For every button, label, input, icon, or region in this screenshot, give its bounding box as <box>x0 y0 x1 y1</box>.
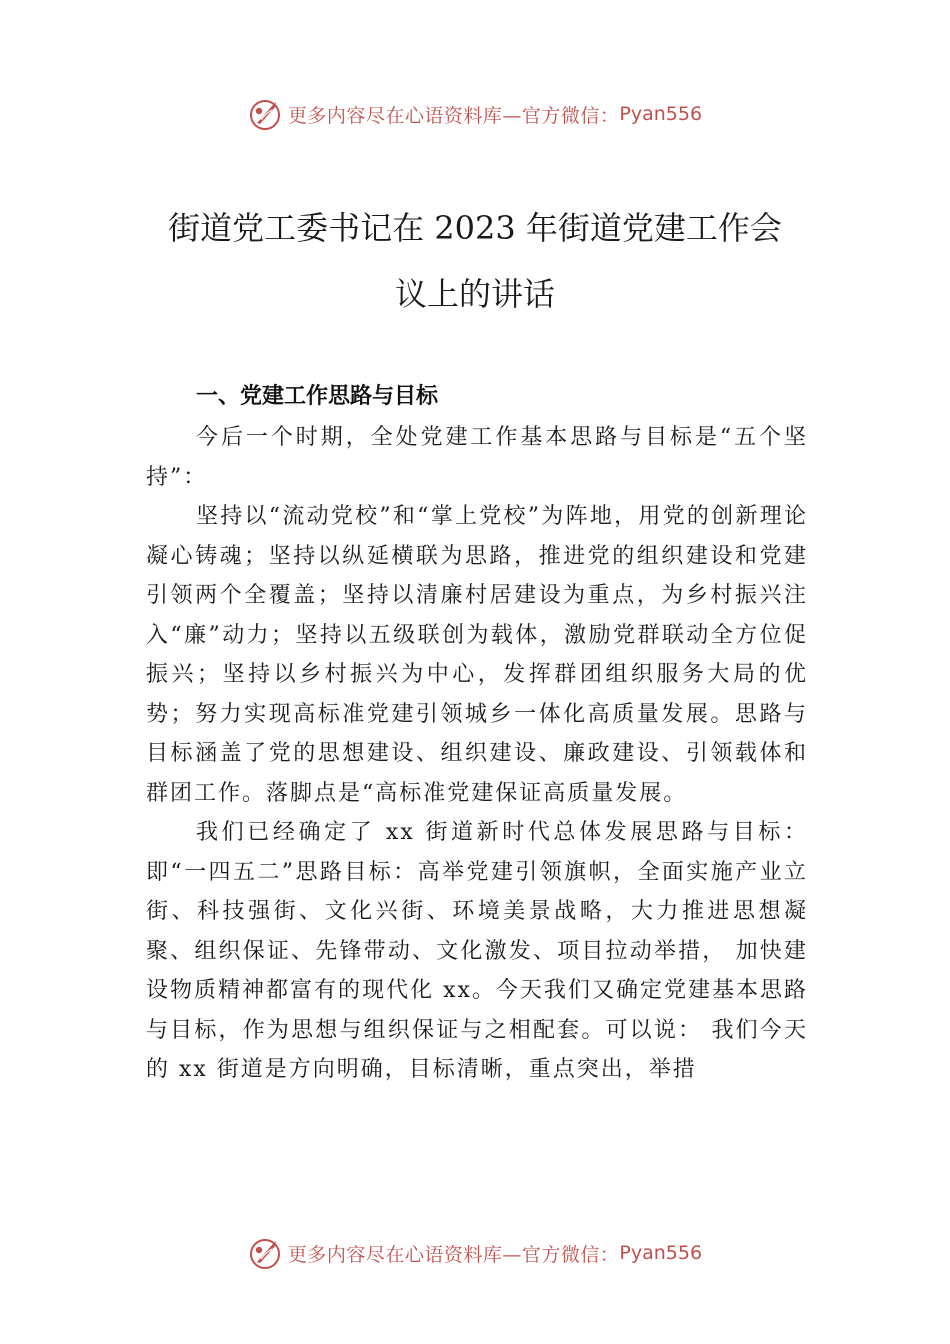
header-banner <box>0 94 950 134</box>
banner-text: 更多内容尽在心语资料库—官方微信： <box>287 1243 620 1266</box>
banner-wechat-handle: Pyan556 <box>619 1242 703 1264</box>
title-line-1: 街道党工委书记在 2023 年街道党建工作会 <box>168 209 782 247</box>
footer-banner <box>0 1233 950 1273</box>
paragraph: 我们已经确定了 xx 街道新时代总体发展思路与目标：即“一四五二”思路目标：高举党建引领旗帜，全面实施产业立街、科技强街、文化兴街、环境美景战略，大力推进思想凝聚、组织保证、先锋带动、文化激发、项目拉动举措， 加快建设物质精神都富有的现代化 xx。今天我们又确定党建基本思路与目标，作为思想与组织保证与之相配套。可以说： 我们今天的 xx 街道是方向明确，目标清晰，重点突出，举措 <box>146 820 808 1082</box>
quill-pen-icon <box>248 1235 284 1271</box>
quill-pen-icon <box>248 96 284 132</box>
banner-wechat-handle: Pyan556 <box>619 103 703 125</box>
section-heading: 一、党建工作思路与目标 <box>196 384 439 409</box>
title-line-2: 议上的讲话 <box>394 275 555 313</box>
paragraph: 今后一个时期，全处党建工作基本思路与目标是“五个坚持”： <box>146 425 808 490</box>
banner-text: 更多内容尽在心语资料库—官方微信： <box>287 104 620 127</box>
document-title <box>100 195 850 327</box>
paragraph: 坚持以“流动党校”和“掌上党校”为阵地，用党的创新理论凝心铸魂；坚持以纵延横联为思路，推进党的组织建设和党建引领两个全覆盖；坚持以清廉村居建设为重点，为乡村振兴注入“廉”动力；坚持以五级联创为载体，激励党群联动全方位促振兴；坚持以乡村振兴为中心，发挥群团组织服务大局的优势；努力实现高标准党建引领城乡一体化高质量发展。思路与目标涵盖了党的思想建设、组织建设、廉政建设、引领载体和群团工作。落脚点是“高标准党建保证高质量发展。 <box>146 504 808 806</box>
body-text <box>146 418 808 1090</box>
